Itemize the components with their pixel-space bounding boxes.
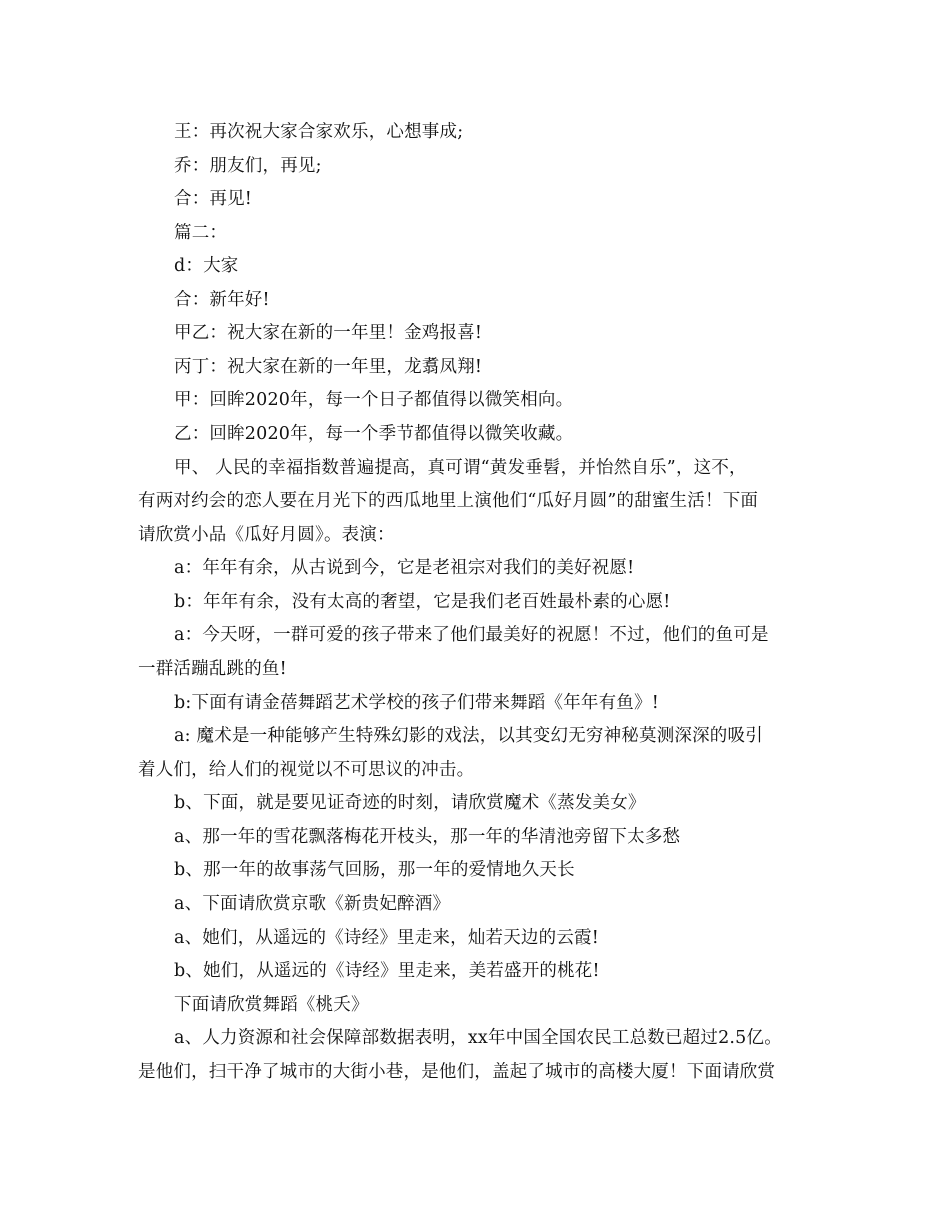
text-line: d：大家 xyxy=(174,256,239,276)
text-line: 是他们，扫干净了城市的大街小巷，是他们，盖起了城市的高楼大厦！下面请欣赏 xyxy=(138,1062,776,1082)
text-line: 丙丁：祝大家在新的一年里，龙翥凤翔! xyxy=(174,357,483,377)
text-line: 着人们，给人们的视觉以不可思议的冲击。 xyxy=(138,760,475,780)
text-line: 甲：回眸2020年，每一个日子都值得以微笑相向。 xyxy=(174,390,574,410)
text-line: a: 魔术是一种能够产生特殊幻影的戏法，以其变幻无穷神秘莫测深深的吸引 xyxy=(174,726,763,746)
text-line: a：年年有余，从古说到今，它是老祖宗对我们的美好祝愿! xyxy=(174,558,635,578)
text-line: 甲、 人民的幸福指数普遍提高，真可谓“黄发垂髫，并怡然自乐”，这不， xyxy=(174,458,747,478)
text-line: 乙：回眸2020年，每一个季节都值得以微笑收藏。 xyxy=(174,424,574,444)
text-line: a、她们，从遥远的《诗经》里走来，灿若天边的云霞! xyxy=(174,928,599,948)
text-line: b、下面，就是要见证奇迹的时刻，请欣赏魔术《蒸发美女》 xyxy=(174,793,646,813)
text-line: b、那一年的故事荡气回肠，那一年的爱情地久天长 xyxy=(174,860,575,880)
text-line: a、下面请欣赏京歌《新贵妃醉酒》 xyxy=(174,894,451,914)
text-line: 乔：朋友们，再见; xyxy=(174,156,322,176)
text-line: b、她们，从遥远的《诗经》里走来，美若盛开的桃花! xyxy=(174,961,600,981)
text-line: 一群活蹦乱跳的鱼! xyxy=(138,659,287,679)
text-line: a、那一年的雪花飘落梅花开枝头，那一年的华清池旁留下太多愁 xyxy=(174,827,681,847)
text-line: a：今天呀，一群可爱的孩子带来了他们最美好的祝愿！不过，他们的鱼可是 xyxy=(174,625,769,645)
section-heading: 篇二： xyxy=(174,223,228,243)
text-line: 甲乙：祝大家在新的一年里！金鸡报喜! xyxy=(174,323,483,343)
text-line: b:下面有请金蓓舞蹈艺术学校的孩子们带来舞蹈《年年有鱼》! xyxy=(174,693,659,713)
text-line: 合：新年好! xyxy=(174,290,270,310)
text-line: 有两对约会的恋人要在月光下的西瓜地里上演他们“瓜好月圆”的甜蜜生活！下面 xyxy=(138,491,759,511)
text-line: 请欣赏小品《瓜好月圆》。表演： xyxy=(138,525,395,545)
text-line: 下面请欣赏舞蹈《桃夭》 xyxy=(174,995,369,1015)
text-line: b：年年有余，没有太高的奢望，它是我们老百姓最朴素的心愿! xyxy=(174,592,671,612)
text-line: a、人力资源和社会保障部数据表明，xx年中国全国农民工总数已超过2.5亿。 xyxy=(174,1028,782,1048)
text-line: 合：再见! xyxy=(174,189,253,209)
text-line: 王：再次祝大家合家欢乐，心想事成; xyxy=(174,122,464,142)
